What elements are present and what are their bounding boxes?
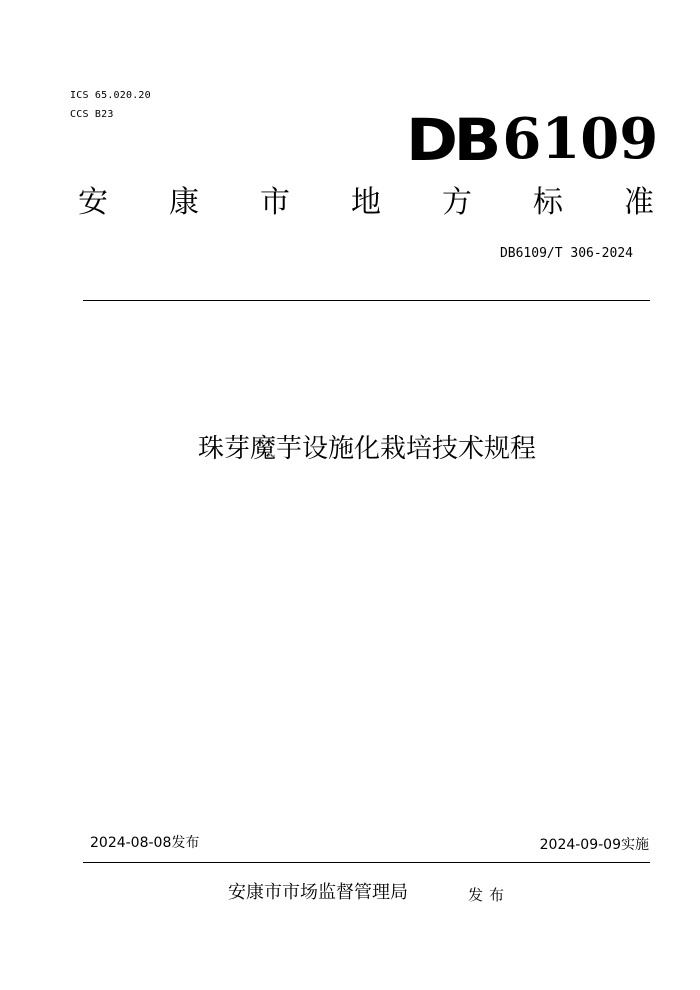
- publish-date: 2024-08-08发布: [90, 835, 200, 851]
- bottom-divider: [83, 862, 650, 863]
- standard-type-heading: [78, 183, 654, 223]
- issuing-authority: 安康市市场监督管理局: [228, 882, 408, 903]
- document-title: 珠芽魔芋设施化栽培技术规程: [197, 434, 536, 464]
- standard-type-char: 地: [351, 185, 381, 220]
- ics-code: ICS 65.020.20: [70, 90, 151, 101]
- standard-type-char: 安: [78, 185, 108, 220]
- db-logo-letters: DB: [406, 106, 498, 174]
- ccs-code: CCS B23: [70, 109, 114, 120]
- implement-date: 2024-09-09实施: [539, 837, 649, 853]
- standard-type-char: 康: [169, 185, 199, 220]
- standard-type-char: 准: [624, 185, 654, 220]
- standard-type-char: 标: [533, 185, 563, 220]
- db-logo: [406, 106, 659, 174]
- issue-label: 发布: [468, 886, 511, 904]
- standard-type-char: 方: [442, 185, 472, 220]
- standard-code: DB6109/T 306-2024: [499, 246, 633, 261]
- db-logo-number: 6109: [502, 106, 659, 172]
- standard-type-char: 市: [260, 185, 290, 220]
- top-divider: [83, 300, 650, 301]
